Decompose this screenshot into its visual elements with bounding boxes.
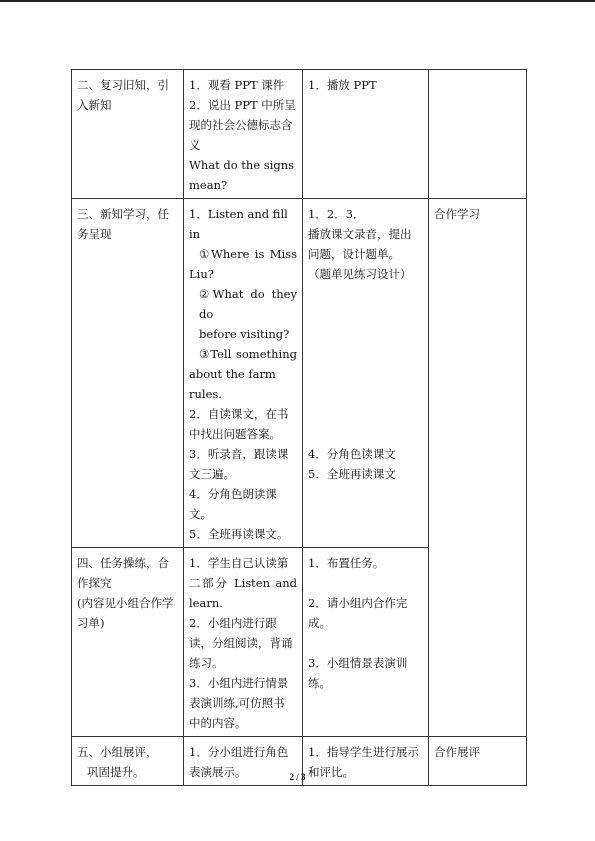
note-cell [429,70,527,199]
teacher-activity-cell: 1．2．3． 播放课文录音，提出 问题，设计题单。 （题单见练习设计） 4．分角色读课文 5．全班再读课文 [303,199,429,548]
stage-cell: 二、复习旧知，引 入新知 [72,70,184,199]
teacher-activity-cell: 1．布置任务。 2．请小组内合作完 成。 3．小组情景表演训 练。 [303,548,429,737]
note-cell: 合作展评 [429,737,527,786]
student-activity-cell: 1．学生自己认读第 二部分 Listen and learn. 2．小组内进行跟 读，分组阅读，背诵 练习。 3．小组内进行情景 表演训练,可仿照书 中的内容。 [184,548,303,737]
teacher-activity-cell: 1．指导学生进行展示 和评比。 [303,737,429,786]
page-number: 2 / 3 [289,772,306,782]
student-activity-cell: 1．Listen and fill in ①Where is Miss Liu? ②What do they do before visiting? ③Tell something about the farm rules. 2．自读课文，在书 中找出问题答案。 3．听录音，跟读课 文三遍。 4．分角色朗读课 文。 5．全班再读课文。 [184,199,303,548]
lesson-plan-table [71,69,527,786]
table-row [72,70,527,199]
page-top-rule [0,0,595,2]
stage-cell: 三、新知学习，任 务呈现 [72,199,184,548]
stage-cell: 四、任务操练，合 作探究 (内容见小组合作学 习单) [72,548,184,737]
table-row [72,199,527,548]
teacher-activity-cell: 1．播放 PPT [303,70,429,199]
note-cell: 合作学习 [429,199,527,737]
student-activity-cell: 1．观看 PPT 课件 2．说出 PPT 中所呈 现的社会公德标志含 义 What do the signs mean? [184,70,303,199]
student-activity-cell: 1．分小组进行角色 表演展示。 [184,737,303,786]
stage-cell: 五、小组展评， 巩固提升。 [72,737,184,786]
